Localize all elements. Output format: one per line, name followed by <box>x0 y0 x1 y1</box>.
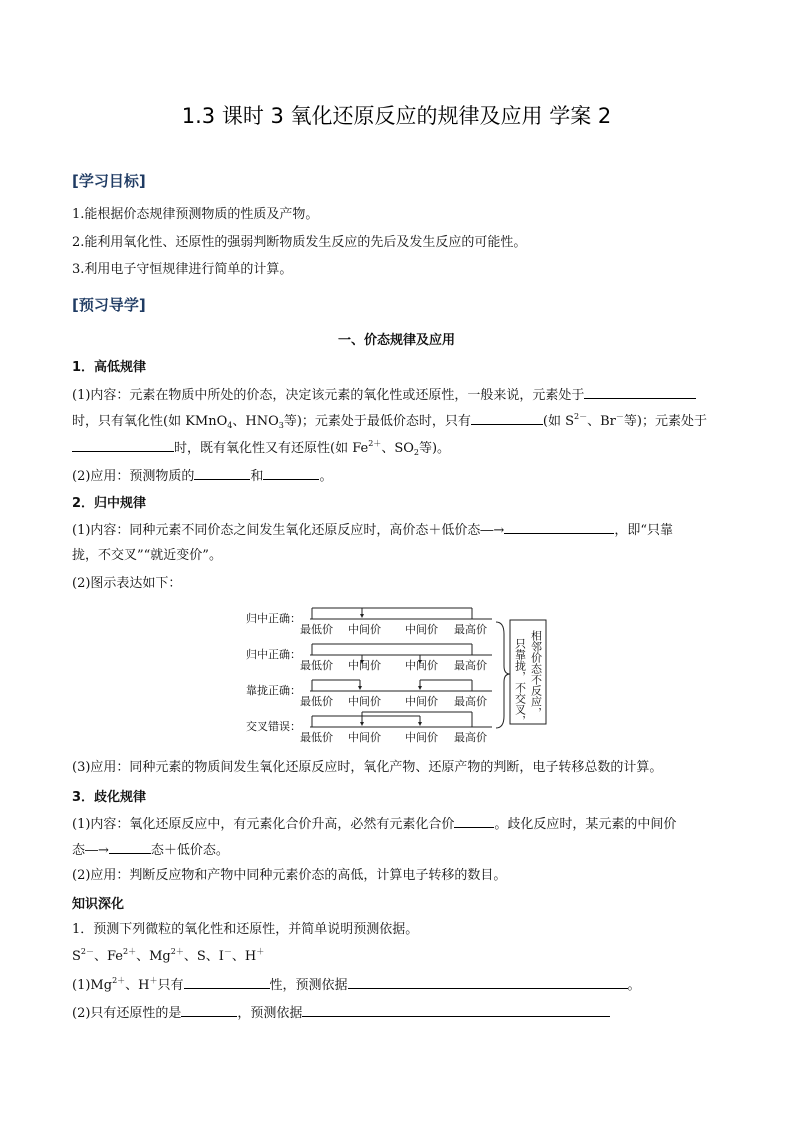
blank-high-state[interactable] <box>109 839 151 854</box>
rule2-line2: 拢，不交叉”“就近变价”。 <box>72 548 222 563</box>
svg-text:中间价: 中间价 <box>348 623 381 636</box>
row-label: 归中正确： <box>246 648 301 661</box>
blank-property-1[interactable] <box>194 465 250 480</box>
note-only-approach: 只靠拢， <box>513 638 527 682</box>
blank-middle-valence[interactable] <box>504 519 614 534</box>
blank-decrease[interactable] <box>454 813 494 828</box>
blank-basis-2[interactable] <box>302 1002 610 1017</box>
page-title: 1.3 课时 3 氧化还原反应的规律及应用 学案 2 <box>181 104 612 128</box>
svg-text:最低价: 最低价 <box>300 659 333 672</box>
note-no-cross: 不交叉， <box>513 682 527 726</box>
comproportionation-diagram <box>240 600 550 745</box>
objective-1: 1.能根据价态规律预测物质的性质及产物。 <box>72 207 319 222</box>
objective-3: 3.利用电子守恒规律进行简单的计算。 <box>72 262 293 277</box>
blank-basis-1[interactable] <box>348 974 628 989</box>
diagram-row-1 <box>246 608 492 636</box>
svg-text:中间价: 中间价 <box>405 695 438 708</box>
preview-header: [预习导学] <box>72 296 146 314</box>
svg-text:最高价: 最高价 <box>454 731 487 744</box>
svg-text:最低价: 最低价 <box>300 695 333 708</box>
row-label: 归中正确： <box>246 612 301 625</box>
blank-property-2[interactable] <box>263 465 319 480</box>
svg-text:中间价: 中间价 <box>405 623 438 636</box>
objectives-header: [学习目标] <box>72 172 146 190</box>
svg-text:最低价: 最低价 <box>300 731 333 744</box>
rule1-line2: 时，只有氧化性(如 KMnO$_4$、$HNO_3$等)；元素处于最低价态时，只有 (如 $S^{2-}$、Br－等)；元素处于 <box>72 412 707 430</box>
objective-2: 2.能利用氧化性、还原性的强弱判断物质发生反应的先后及发生反应的可能性。 <box>72 235 527 250</box>
rule2-heading: 2．归中规律 <box>72 496 147 511</box>
question-1: 1．预测下列微粒的氧化性和还原性，并简单说明预测依据。 <box>72 922 419 937</box>
blank-highest-valence[interactable] <box>584 384 696 399</box>
species-list: $S^{2-}$、$Fe^{2+}$、$Mg^{2+}$、S、I－、H＋ <box>72 947 265 964</box>
svg-text:中间价: 中间价 <box>348 731 381 744</box>
diagram-row-3 <box>246 680 492 708</box>
rule1-heading: 1．高低规律 <box>72 360 147 375</box>
row-label: 靠拢正确： <box>246 684 301 697</box>
note-adjacent: 相邻价态不反应， <box>529 630 543 718</box>
diagram-row-4 <box>246 712 492 744</box>
rule3-line1: (1)内容：氧化还原反应中，有元素化合价升高，必然有元素化合价 。歧化反应时，某元素的中间价 <box>72 813 722 835</box>
svg-text:中间价: 中间价 <box>348 659 381 672</box>
deepen-heading: 知识深化 <box>72 897 125 912</box>
rule3-heading: 3．歧化规律 <box>72 790 147 805</box>
blank-reducing[interactable] <box>471 410 543 425</box>
section-title-valence: 一、价态规律及应用 <box>337 333 455 348</box>
rule1-line3: 时，既有氧化性又有还原性(如 $Fe^{2+}$、$SO_2$等)。 <box>72 437 722 459</box>
sub-question-2: (2)只有还原性的是 ，预测依据 <box>72 1002 722 1024</box>
rule3-line2: 态―→ 态＋低价态。 <box>72 839 722 861</box>
svg-text:最低价: 最低价 <box>300 623 333 636</box>
svg-text:最高价: 最高价 <box>454 659 487 672</box>
rule1-line1: (1)内容：元素在物质中所处的价态，决定该元素的氧化性或还原性，一般来说，元素处于 <box>72 384 722 406</box>
svg-text:中间价: 中间价 <box>348 695 381 708</box>
rule2-line1: (1)内容：同种元素不同价态之间发生氧化还原反应时，高价态＋低价态―→ ，即“只靠 <box>72 519 722 541</box>
rule2-line4: (3)应用：同种元素的物质间发生氧化还原反应时，氧化产物、还原产物的判断，电子转移总数的计算。 <box>72 760 663 775</box>
sub-question-1: $(1)Mg^{2+}$、H＋只有 性，预测依据 。 <box>72 976 641 993</box>
svg-text:中间价: 中间价 <box>405 659 438 672</box>
rule3-line3: (2)应用：判断反应物和产物中同种元素价态的高低，计算电子转移的数目。 <box>72 868 507 883</box>
svg-text:最高价: 最高价 <box>454 695 487 708</box>
blank-oxidizing[interactable] <box>184 974 270 989</box>
svg-text:最高价: 最高价 <box>454 623 487 636</box>
row-label: 交叉错误： <box>246 720 301 733</box>
rule2-line3: (2)图示表达如下： <box>72 576 182 591</box>
diagram-note <box>496 620 546 728</box>
diagram-row-2 <box>246 644 492 672</box>
blank-intermediate-valence[interactable] <box>72 437 174 452</box>
rule1-line4: (2)应用：预测物质的 和 。 <box>72 465 722 487</box>
blank-reducing-species[interactable] <box>181 1002 237 1017</box>
svg-text:中间价: 中间价 <box>405 731 438 744</box>
